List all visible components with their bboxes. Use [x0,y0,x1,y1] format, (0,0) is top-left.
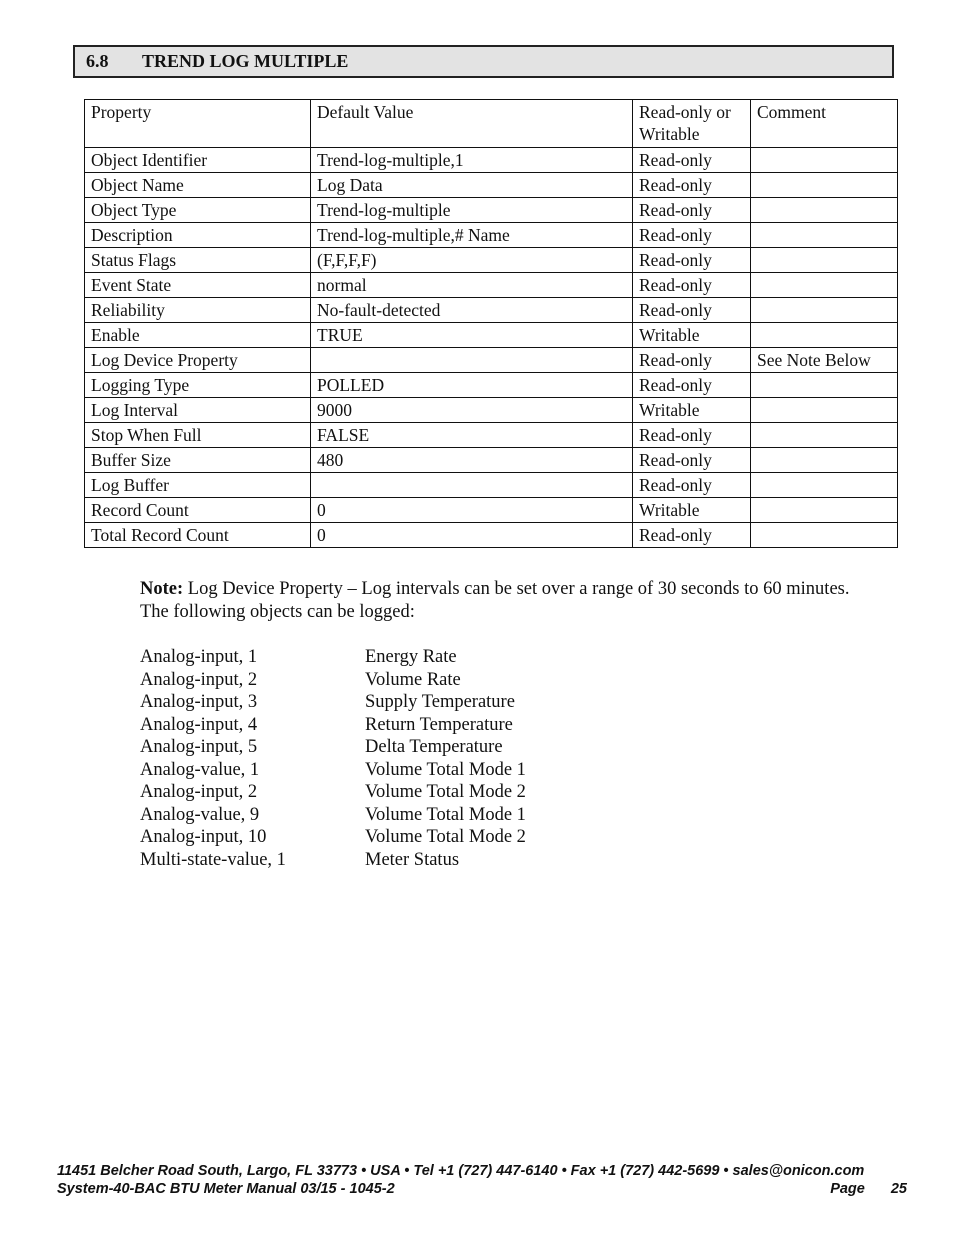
table-cell: Reliability [85,298,311,323]
table-cell: Total Record Count [85,523,311,548]
table-cell: Record Count [85,498,311,523]
list-item [140,669,526,692]
table-header-row [85,100,898,148]
object-description: Volume Rate [365,669,461,690]
table-cell: Status Flags [85,248,311,273]
table-cell: Read-only [633,448,751,473]
table-row [85,398,898,423]
table-cell [751,373,898,398]
table-cell: Trend-log-multiple,1 [311,148,633,173]
object-description: Meter Status [365,849,460,870]
list-item [140,759,526,782]
table-cell [751,498,898,523]
note-paragraph [140,578,880,624]
table-cell: 0 [311,523,633,548]
table-cell [311,473,633,498]
table-cell: Logging Type [85,373,311,398]
table-cell: Read-only [633,273,751,298]
table-cell [751,448,898,473]
table-cell: Event State [85,273,311,298]
table-row [85,298,898,323]
object-id: Analog-input, 1 [140,647,258,667]
object-description: Energy Rate [365,647,457,667]
table-cell: Writable [633,323,751,348]
list-item [140,781,526,804]
table-cell: Trend-log-multiple,# Name [311,223,633,248]
table-cell [751,173,898,198]
table-cell: Read-only [633,473,751,498]
table-row [85,173,898,198]
object-id: Analog-input, 2 [140,669,258,690]
note-label: Note: [140,579,184,599]
object-description: Return Temperature [365,714,513,735]
object-description: Volume Total Mode 1 [365,759,526,780]
table-cell: Read-only [633,373,751,398]
table-cell [751,423,898,448]
table-row [85,498,898,523]
object-id: Analog-value, 1 [140,759,260,780]
table-cell: No-fault-detected [311,298,633,323]
table-cell: Read-only [633,348,751,373]
table-header-cell: Property [85,100,311,148]
table-row [85,348,898,373]
table-cell [751,298,898,323]
object-id: Analog-input, 10 [140,827,267,847]
object-id: Analog-input, 5 [140,737,258,757]
table-row [85,323,898,348]
table-cell: Object Identifier [85,148,311,173]
table-cell: Object Type [85,198,311,223]
table-row [85,273,898,298]
table-row [85,473,898,498]
table-row [85,198,898,223]
table-cell: Trend-log-multiple [311,198,633,223]
table-cell [751,273,898,298]
table-cell: Buffer Size [85,448,311,473]
table-cell: Log Device Property [85,348,311,373]
table-cell [311,348,633,373]
list-item [140,849,526,872]
table-cell: Object Name [85,173,311,198]
table-row [85,148,898,173]
table-header-cell: Read-only or Writable [633,100,751,148]
object-id: Analog-input, 2 [140,782,258,802]
table-cell: Read-only [633,523,751,548]
page-label: Page [830,1181,865,1197]
object-id: Multi-state-value, 1 [140,849,286,870]
table-row [85,448,898,473]
table-cell: POLLED [311,373,633,398]
table-row [85,373,898,398]
footer-manual: System-40-BAC BTU Meter Manual 03/15 - 1045-2 [57,1181,395,1197]
table-cell: TRUE [311,323,633,348]
table-header-cell: Comment [751,100,898,148]
object-description: Volume Total Mode 2 [365,827,526,847]
table-cell [751,248,898,273]
table-cell: (F,F,F,F) [311,248,633,273]
note-text: Log Device Property – Log intervals can be set over a range of 30 seconds to 60 minutes. The following objects can be logged: [140,579,850,622]
section-number: 6.8 [86,51,109,71]
object-description: Volume Total Mode 1 [365,804,526,825]
table-cell: 480 [311,448,633,473]
list-item [140,736,526,759]
table-cell: Read-only [633,173,751,198]
table-cell [751,523,898,548]
table-cell: Description [85,223,311,248]
table-row [85,523,898,548]
object-id: Analog-input, 3 [140,692,258,712]
table-cell [751,398,898,423]
list-item [140,691,526,714]
table-cell [751,223,898,248]
table-cell: Writable [633,498,751,523]
list-item [140,714,526,737]
table-row [85,223,898,248]
table-cell [751,148,898,173]
table-cell: Stop When Full [85,423,311,448]
page-indicator [830,1180,907,1198]
table-cell: Log Buffer [85,473,311,498]
object-id: Analog-input, 4 [140,714,258,735]
table-header-cell: Default Value [311,100,633,148]
footer-address: 11451 Belcher Road South, Largo, FL 33773 • USA • Tel +1 (727) 447-6140 • Fax +1 (727) 442-5699 • sales@onicon.com [57,1163,865,1179]
table-cell: Read-only [633,248,751,273]
table-cell: FALSE [311,423,633,448]
table-cell: Read-only [633,423,751,448]
list-item [140,646,526,669]
section-title: TREND LOG MULTIPLE [142,51,349,71]
table-cell [751,198,898,223]
table-cell: Read-only [633,198,751,223]
table-cell: Log Interval [85,398,311,423]
table-cell: See Note Below [751,348,898,373]
table-cell [751,473,898,498]
table-cell: 0 [311,498,633,523]
table-cell [751,323,898,348]
table-row [85,248,898,273]
table-cell: Writable [633,398,751,423]
loggable-objects-list [140,646,526,871]
table-cell: Read-only [633,298,751,323]
page-footer [57,1162,907,1198]
object-description: Volume Total Mode 2 [365,782,526,802]
object-id: Analog-value, 9 [140,804,260,825]
table-row [85,423,898,448]
property-table [84,99,898,548]
table-cell: Read-only [633,223,751,248]
table-cell: normal [311,273,633,298]
object-description: Supply Temperature [365,692,515,712]
page-number: 25 [890,1181,907,1197]
list-item [140,804,526,827]
table-cell: Log Data [311,173,633,198]
section-heading [73,45,894,78]
table-cell: 9000 [311,398,633,423]
table-cell: Read-only [633,148,751,173]
list-item [140,826,526,849]
object-description: Delta Temperature [365,737,503,757]
table-cell: Enable [85,323,311,348]
